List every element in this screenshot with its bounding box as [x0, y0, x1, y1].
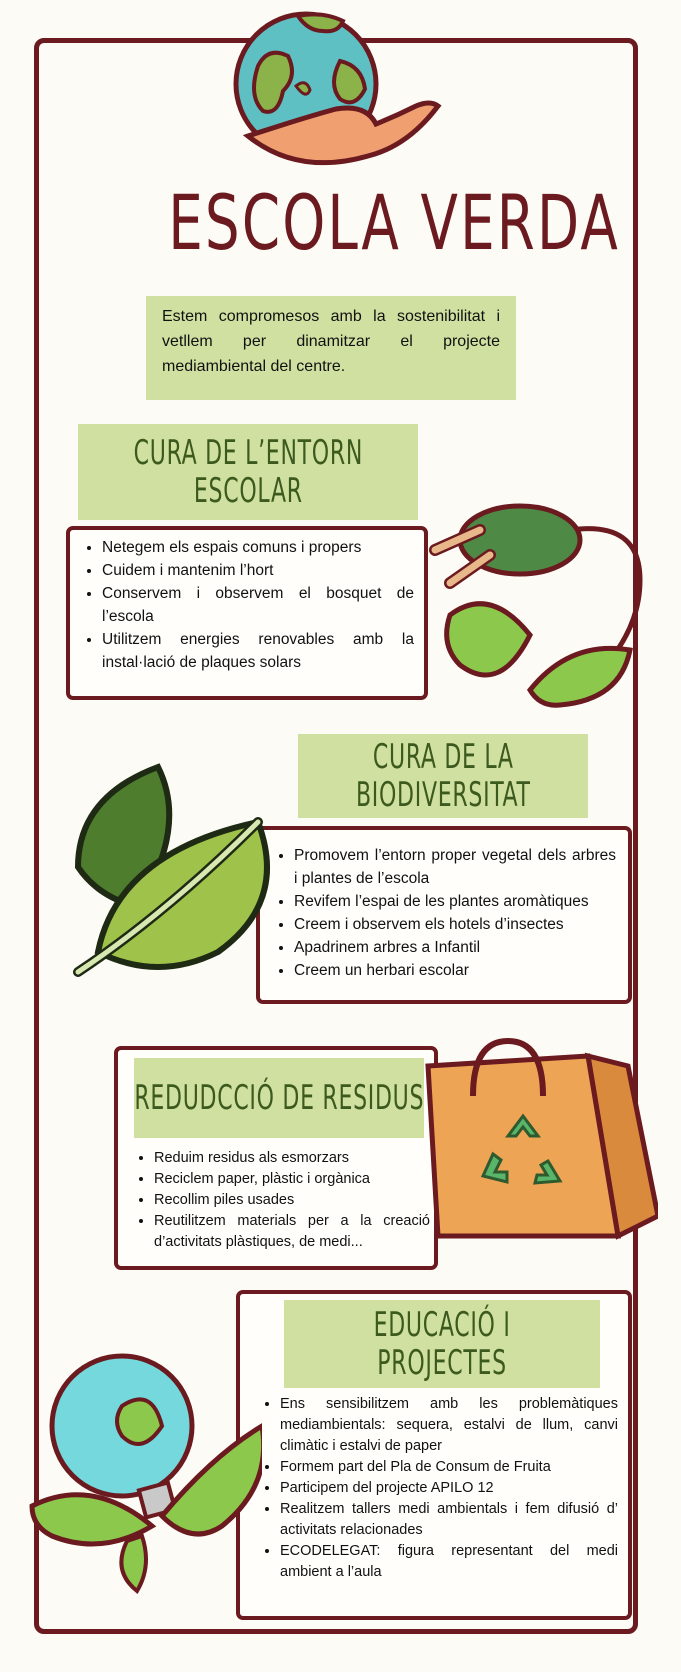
list-item: • Participem del projecte APILO 12: [280, 1478, 618, 1499]
heading-line: EDUCACIÓ I: [373, 1305, 511, 1345]
lightbulb-plant-icon: [22, 1346, 262, 1596]
heading-line: PROJECTES: [377, 1343, 507, 1383]
list-item: • Revifem l’espai de les plantes aromàtiques: [294, 890, 616, 913]
list-item: • Utilitzem energies renovables amb la instal·lació de plaques solars: [102, 628, 414, 674]
list-item: • Creem i observem els hotels d’insectes: [294, 913, 616, 936]
list-item: • Reciclem paper, plàstic i orgànica: [154, 1169, 430, 1190]
plug-with-leaves-icon: [420, 500, 650, 730]
section-heading-biodiversitat: [298, 734, 588, 818]
list-item: • ECODELEGAT: figura representant del medi ambient a l’aula: [280, 1541, 618, 1583]
section-box-biodiversitat: [256, 826, 632, 1004]
globe-in-hand-icon: [228, 6, 448, 176]
recycle-bag-icon: [418, 1036, 658, 1246]
section-box-residus: [114, 1046, 438, 1270]
heading-line: CURA DE L’ENTORN: [133, 433, 363, 473]
heading-line: REDUDCCIÓ DE RESIDUS: [134, 1078, 424, 1118]
section-box-entorn: [66, 526, 428, 700]
heading-line: BIODIVERSITAT: [355, 775, 531, 815]
list-item: • Cuidem i mantenim l’hort: [102, 559, 414, 582]
list-item: • Apadrinem arbres a Infantil: [294, 936, 616, 959]
list-item: • Creem un herbari escolar: [294, 959, 616, 982]
list-item: • Conservem i observem el bosquet de l’escola: [102, 582, 414, 628]
section-heading-residus: [134, 1058, 424, 1138]
list-item: • Reduim residus als esmorzars: [154, 1148, 430, 1169]
list-item: • Recollim piles usades: [154, 1190, 430, 1211]
section-heading-educacio: [284, 1300, 600, 1388]
section-heading-entorn: [78, 424, 418, 520]
section-box-educacio: [236, 1290, 632, 1620]
list-item: • Realitzem tallers medi ambientals i fem difusió d’ activitats relacionades: [280, 1499, 618, 1541]
list-item: • Netegem els espais comuns i propers: [102, 536, 414, 559]
heading-line: ESCOLAR: [193, 471, 303, 511]
list-item: • Ens sensibilitzem amb les problemàtiques mediambientals: sequera, estalvi de llum, canvi climàtic i estalvi de paper: [280, 1394, 618, 1457]
list-item: • Promovem l’entorn proper vegetal dels arbres i plantes de l’escola: [294, 844, 616, 890]
list-item: • Reutilitzem materials per a la creació d’activitats plàstiques, de medi...: [154, 1211, 430, 1253]
intro-text: Estem compromesos amb la sostenibilitat i vetllem per dinamitzar el projecte mediambiental del centre.: [146, 296, 516, 400]
page-title: ESCOLA VERDA: [168, 178, 620, 267]
list-item: • Formem part del Pla de Consum de Fruita: [280, 1457, 618, 1478]
leaves-icon: [58, 762, 273, 987]
heading-line: CURA DE LA: [372, 737, 514, 777]
